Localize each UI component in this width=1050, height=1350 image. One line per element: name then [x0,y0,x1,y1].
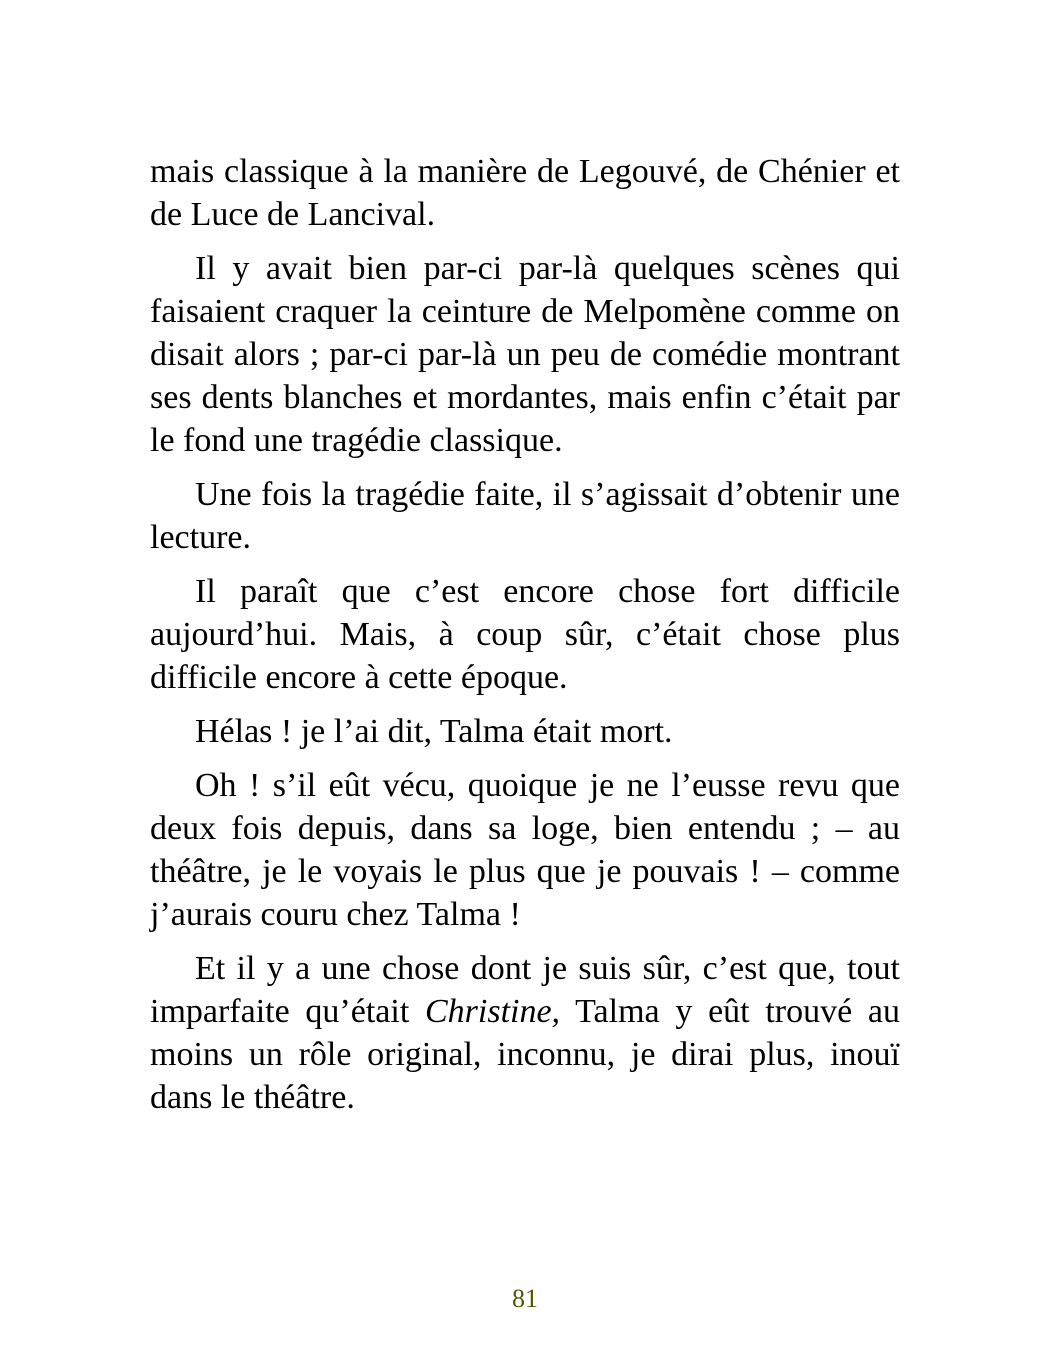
paragraph: Oh ! s’il eût vécu, quoique je ne l’eusse revu que deux fois depuis, dans sa loge, bien entendu ; – au théâtre, je le voyais le plus que je pouvais ! – comme j’aurais couru chez Talma ! [150,767,900,933]
paragraph: Hélas ! je l’ai dit, Talma était mort. [195,713,673,750]
paragraph-last [150,947,900,1119]
paragraph: Il y avait bien par-ci par-là quelques scènes qui faisaient craquer la ceinture de Melpomène comme on disait alors ; par-ci par-là un peu de comédie montrant ses dents blanches et mordantes, mais enfin c’était par le fond une tragédie classique. [150,250,900,459]
paragraph: Il paraît que c’est encore chose fort difficile aujourd’hui. Mais, à coup sûr, c’était chose plus difficile encore à cette époque. [150,573,900,696]
page-number: 81 [512,1284,538,1313]
page-body [150,150,900,1130]
paragraph-text-before-title: Et il y a une chose dont je suis sûr, c’est que, tout imparfaite qu’était [150,950,900,1030]
paragraph: Une fois la tragédie faite, il s’agissait d’obtenir une lecture. [150,476,900,556]
work-title-christine: Christine, [424,993,561,1030]
paragraph-text-after-title: Talma y eût trouvé au moins un rôle original, inconnu, je dirai plus, inouï dans le théâtre. [150,993,900,1116]
paragraph-continuation: mais classique à la manière de Legouvé, de Chénier et de Luce de Lancival. [150,153,900,233]
